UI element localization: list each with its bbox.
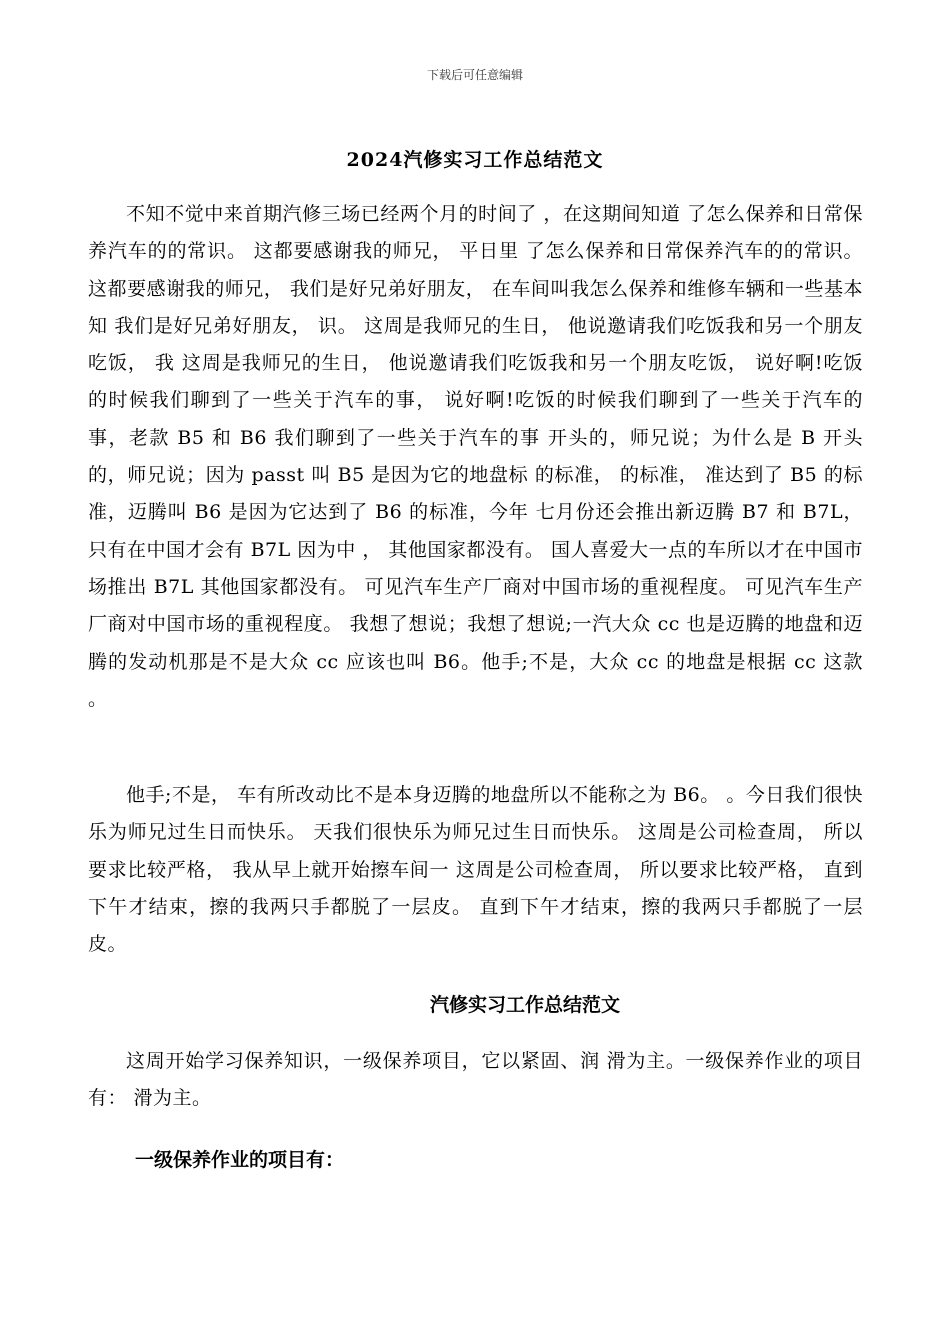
body-paragraph-1: 不知不觉中来首期汽修三场已经两个月的时间了 ，在这期间知道 了怎么保养和日常保养汽车的的常识。 这都要感谢我的师兄， 平日里 了怎么保养和日常保养汽车的的常识。 这都要感谢我的师兄， 我们是好兄弟好朋友， 在车间叫我怎么保养和维修车辆和一些基本知 我们是好兄弟好朋友， 识。 这周是我师兄的生日， 他说邀请我们吃饭我和另一个朋友吃饭， 我 这周是我师兄的生日， 他说邀请我们吃饭我和另一个朋友吃饭， 说好啊!吃饭的时候我们聊到了一些关于汽车的事， 说好啊!吃饭的时候我们聊到了一些关于汽车的事，老款 B5 和 B6 我们聊到了一些关于汽车的事 开头的，师兄说；为什么是 B 开头的，师兄说；因为 passt 叫 B5 是因为它的地盘标 的标准， 的标准， 准达到了 B5 的标准，迈腾叫 B6 是因为它达到了 B6 的标准，今年 七月份还会推出新迈腾 B7 和 B7L，只有在中国才会有 B7L 因为中 ， 其他国家都没有。 国人喜爱大一点的车所以才在中国市场推出 B7L 其他国家都没有。 可见汽车生产厂商对中国市场的重视程度。 可见汽车生产厂商对中国市场的重视程度。 我想了想说；我想了想说;一汽大众 cc 也是迈腾的地盘和迈腾的发动机那是不是大众 cc 应该也叫 B6。他手;不是，大众 cc 的地盘是根据 cc 这款 。: [88, 203, 863, 710]
page-header-note: 下载后可任意编辑: [426, 68, 523, 82]
body-paragraph-2: 他手;不是， 车有所改动比不是本身迈腾的地盘所以不能称之为 B6。 。今日我们很快乐为师兄过生日而快乐。 天我们很快乐为师兄过生日而快乐。 这周是公司检查周， 所以要求比较严格， 我从早上就开始擦车间一 这周是公司检查周， 所以要求比较严格， 直到下午才结束，擦的我两只手都脱了一层皮。 直到下午才结束，擦的我两只手都脱了一层皮。: [88, 784, 863, 956]
document-title: 2024汽修实习工作总结范文: [346, 149, 604, 171]
body-paragraph-3: 这周开始学习保养知识，一级保养项目，它以紧固、润 滑为主。一级保养作业的项目有： 滑为主。: [88, 1050, 863, 1110]
section-heading: 一级保养作业的项目有：: [135, 1149, 345, 1171]
section-subtitle: 汽修实习工作总结范文: [429, 994, 620, 1016]
